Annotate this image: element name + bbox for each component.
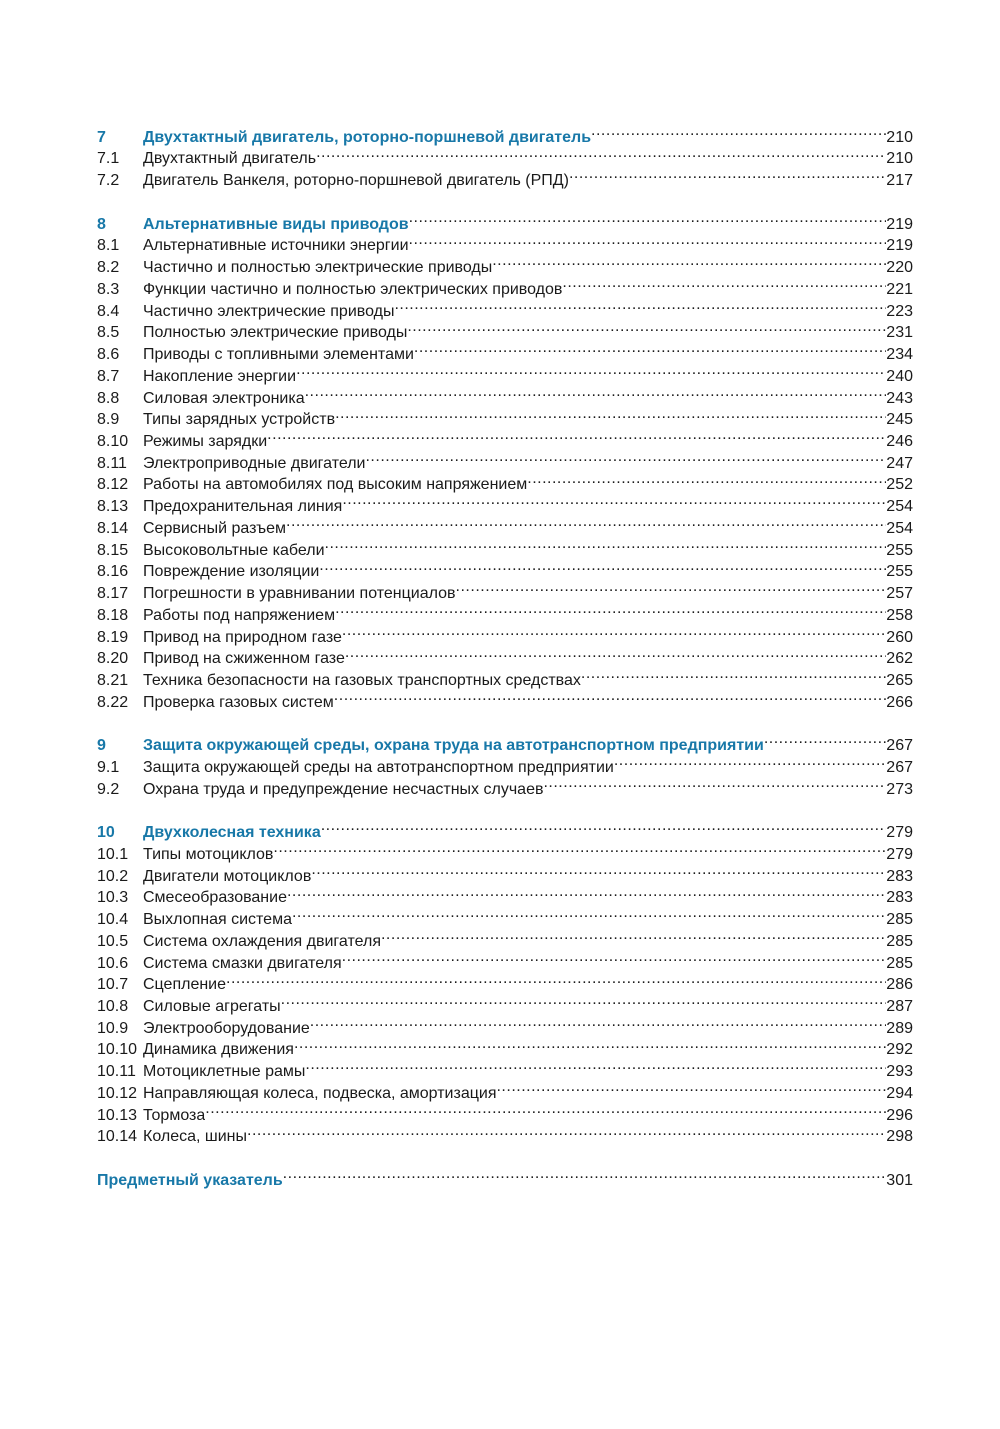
entry-number: 8.12 <box>97 476 129 494</box>
page-number: 273 <box>886 780 913 798</box>
dot-leader <box>286 511 886 533</box>
dot-leader <box>581 663 886 685</box>
dot-leader <box>764 728 886 750</box>
page-number: 260 <box>886 628 913 646</box>
page-number: 285 <box>886 932 913 950</box>
entry-title: Выхлопная система <box>143 911 292 929</box>
toc-section <box>97 728 913 798</box>
dot-leader <box>342 946 887 968</box>
entry-title: Система охлаждения двигателя <box>143 932 381 950</box>
page-number: 243 <box>886 389 913 407</box>
page-number: 252 <box>886 476 913 494</box>
page-number: 279 <box>886 845 913 863</box>
entry-number: 8.22 <box>97 693 129 711</box>
page-number: 257 <box>886 585 913 603</box>
entry-title: Двигатели мотоциклов <box>143 867 312 885</box>
page-number: 289 <box>886 1019 913 1037</box>
dot-leader <box>321 815 887 837</box>
entry-title: Динамика движения <box>143 1041 294 1059</box>
toc-chapter-entry[interactable] <box>97 728 913 755</box>
entry-number: 8.18 <box>97 606 129 624</box>
toc-chapter-entry[interactable] <box>97 1163 913 1189</box>
page-number: 254 <box>886 519 913 537</box>
toc-section <box>97 120 913 190</box>
entry-title: Погрешности в уравнивании потенциалов <box>143 585 456 603</box>
dot-leader <box>342 489 886 511</box>
page-number: 292 <box>886 1041 913 1059</box>
dot-leader <box>226 968 886 990</box>
dot-leader <box>292 902 886 924</box>
entry-number: 8.17 <box>97 585 129 603</box>
dot-leader <box>394 294 886 316</box>
entry-number: 10.2 <box>97 867 129 885</box>
dot-leader <box>345 642 886 664</box>
entry-number: 9.2 <box>97 780 120 798</box>
page-number: 279 <box>886 824 913 842</box>
entry-number: 8.16 <box>97 563 129 581</box>
dot-leader <box>335 403 886 425</box>
entry-number: 10.10 <box>97 1041 138 1059</box>
dot-leader <box>456 576 887 598</box>
dot-leader <box>407 316 886 338</box>
entry-title: Высоковольтные кабели <box>143 541 325 559</box>
dot-leader <box>342 620 886 642</box>
entry-number: 10.5 <box>97 932 129 950</box>
entry-number: 7.2 <box>97 172 120 190</box>
page-number: 247 <box>886 454 913 472</box>
entry-number: 8.3 <box>97 280 120 298</box>
dot-leader <box>296 359 886 381</box>
toc-chapter-entry[interactable] <box>97 207 913 233</box>
dot-leader <box>409 207 887 229</box>
entry-title: Проверка газовых систем <box>143 693 334 711</box>
page-number: 287 <box>886 997 913 1015</box>
page-number: 219 <box>886 215 913 233</box>
chapter-number: 8 <box>97 215 106 233</box>
chapter-number: 10 <box>97 824 115 842</box>
page-number: 283 <box>886 867 913 885</box>
entry-number: 10.14 <box>97 1128 138 1146</box>
entry-number: 10.13 <box>97 1106 138 1124</box>
entry-title: Техника безопасности на газовых транспортных средствах <box>143 672 581 690</box>
page-number: 267 <box>886 758 913 776</box>
page-number: 293 <box>886 1063 913 1081</box>
page-number: 254 <box>886 498 913 516</box>
entry-number: 8.19 <box>97 628 129 646</box>
page-number: 298 <box>886 1128 913 1146</box>
dot-leader <box>614 750 886 772</box>
entry-number: 8.5 <box>97 324 120 342</box>
dot-leader <box>247 1120 886 1142</box>
entry-number: 10.11 <box>97 1063 136 1081</box>
entry-title: Альтернативные источники энергии <box>143 237 409 255</box>
entry-number: 8.20 <box>97 650 129 668</box>
page-number: 246 <box>886 432 913 450</box>
entry-number: 8.1 <box>97 237 120 255</box>
dot-leader <box>273 837 886 859</box>
table-of-contents <box>97 120 913 1206</box>
page-number: 223 <box>886 302 913 320</box>
entry-title: Повреждение изоляции <box>143 563 320 581</box>
chapter-title: Двухтактный двигатель, роторно-поршневой двигатель <box>143 128 592 146</box>
entry-number: 8.11 <box>97 454 127 472</box>
dot-leader <box>310 1011 887 1033</box>
entry-title: Привод на природном газе <box>143 628 342 646</box>
entry-title: Колеса, шины <box>143 1128 247 1146</box>
dot-leader <box>492 250 886 272</box>
entry-title: Сервисный разъем <box>143 519 287 537</box>
entry-title: Привод на сжиженном газе <box>143 650 345 668</box>
entry-title: Полностью электрические приводы <box>143 324 408 342</box>
page-number: 217 <box>886 172 913 190</box>
entry-number: 8.2 <box>97 259 120 277</box>
dot-leader <box>562 272 886 294</box>
entry-number: 10.6 <box>97 954 129 972</box>
dot-leader <box>267 424 886 446</box>
entry-title: Частично электрические приводы <box>143 302 395 320</box>
entry-number: 8.6 <box>97 346 120 364</box>
page-number: 266 <box>886 693 913 711</box>
toc-section <box>97 1163 913 1189</box>
page-number: 219 <box>886 237 913 255</box>
page-number: 258 <box>886 606 913 624</box>
entry-title: Работы на автомобилях под высоким напряжением <box>143 476 528 494</box>
dot-leader <box>287 881 886 903</box>
entry-number: 10.3 <box>97 889 129 907</box>
entry-number: 9.1 <box>97 758 120 776</box>
entry-title: Типы зарядных устройств <box>143 411 336 429</box>
page-number: 210 <box>886 150 913 168</box>
toc-chapter-entry[interactable] <box>97 815 913 842</box>
entry-title: Частично и полностью электрические приводы <box>143 259 493 277</box>
entry-number: 7.1 <box>97 150 120 168</box>
entry-number: 8.8 <box>97 389 120 407</box>
page-number: 240 <box>886 367 913 385</box>
entry-title: Система смазки двигателя <box>143 954 342 972</box>
dot-leader <box>414 337 886 359</box>
dot-leader <box>334 685 887 707</box>
entry-number: 8.10 <box>97 432 129 450</box>
entry-title: Сцепление <box>143 976 227 994</box>
dot-leader <box>281 989 887 1011</box>
page-number: 231 <box>886 324 913 342</box>
dot-leader <box>316 142 886 164</box>
dot-leader <box>283 1163 887 1185</box>
entry-title: Охрана труда и предупреждение несчастных случаев <box>143 780 544 798</box>
entry-number: 10.7 <box>97 976 129 994</box>
page-number: 234 <box>886 346 913 364</box>
page-number: 283 <box>886 889 913 907</box>
entry-title: Силовые агрегаты <box>143 997 281 1015</box>
dot-leader <box>365 446 886 468</box>
page-number: 285 <box>886 911 913 929</box>
entry-title: Направляющая колеса, подвеска, амортизация <box>143 1084 497 1102</box>
dot-leader <box>591 120 886 142</box>
chapter-number: 7 <box>97 128 106 146</box>
page-number: 255 <box>886 563 913 581</box>
entry-title: Предохранительная линия <box>143 498 343 516</box>
toc-chapter-entry[interactable] <box>97 120 913 146</box>
dot-leader <box>496 1076 886 1098</box>
entry-title: Мотоциклетные рамы <box>143 1063 306 1081</box>
page-number: 221 <box>886 280 913 298</box>
entry-number: 10.8 <box>97 997 129 1015</box>
entry-title: Двигатель Ванкеля, роторно-поршневой двигатель (РПД) <box>143 172 569 190</box>
dot-leader <box>305 381 887 403</box>
page-number: 255 <box>886 541 913 559</box>
entry-title: Электрооборудование <box>143 1019 310 1037</box>
entry-number: 10.1 <box>97 845 129 863</box>
entry-title: Приводы с топливными элементами <box>143 346 414 364</box>
toc-section <box>97 207 913 711</box>
chapter-title: Альтернативные виды приводов <box>143 215 409 233</box>
entry-title: Защита окружающей среды на автотранспортном предприятии <box>143 758 614 776</box>
dot-leader <box>409 229 887 251</box>
page-number: 285 <box>886 954 913 972</box>
dot-leader <box>305 1054 886 1076</box>
entry-number: 8.13 <box>97 498 129 516</box>
entry-title: Электроприводные двигатели <box>143 454 366 472</box>
page-number: 210 <box>886 128 913 146</box>
chapter-title: Двухколесная техника <box>143 824 321 842</box>
entry-number: 8.9 <box>97 411 120 429</box>
dot-leader <box>335 598 886 620</box>
page-number: 220 <box>886 259 913 277</box>
entry-title: Режимы зарядки <box>143 432 268 450</box>
dot-leader <box>294 1033 886 1055</box>
dot-leader <box>319 555 886 577</box>
page-number: 294 <box>886 1084 913 1102</box>
entry-number: 8.14 <box>97 519 129 537</box>
page-number: 262 <box>886 650 913 668</box>
entry-number: 8.15 <box>97 541 129 559</box>
entry-number: 8.4 <box>97 302 120 320</box>
chapter-title: Защита окружающей среды, охрана труда на автотранспортном предприятии <box>143 737 764 755</box>
dot-leader <box>205 1098 886 1120</box>
entry-number: 8.21 <box>97 672 129 690</box>
dot-leader <box>527 468 886 490</box>
entry-title: Двухтактный двигатель <box>143 150 317 168</box>
page-number: 267 <box>886 737 913 755</box>
toc-entry[interactable] <box>97 1098 913 1124</box>
entry-title: Накопление энергии <box>143 367 297 385</box>
page-number: 296 <box>886 1106 913 1124</box>
dot-leader <box>311 859 886 881</box>
entry-number: 10.4 <box>97 911 129 929</box>
entry-title: Смесеобразование <box>143 889 287 907</box>
entry-number: 10.12 <box>97 1084 138 1102</box>
chapter-title: Предметный указатель <box>97 1171 283 1189</box>
page-number: 265 <box>886 672 913 690</box>
entry-title: Функции частично и полностью электрических приводов <box>143 280 563 298</box>
page-number: 301 <box>886 1171 913 1189</box>
chapter-number: 9 <box>97 737 106 755</box>
entry-number: 8.7 <box>97 367 120 385</box>
entry-title: Работы под напряжением <box>143 606 336 624</box>
dot-leader <box>325 533 887 555</box>
entry-title: Тормоза <box>143 1106 206 1124</box>
page-number: 245 <box>886 411 913 429</box>
toc-entry[interactable] <box>97 1120 913 1146</box>
entry-number: 10.9 <box>97 1019 129 1037</box>
page-number: 286 <box>886 976 913 994</box>
entry-title: Типы мотоциклов <box>143 845 274 863</box>
entry-title: Силовая электроника <box>143 389 305 407</box>
dot-leader <box>543 772 886 794</box>
dot-leader <box>381 924 886 946</box>
toc-section <box>97 815 913 1146</box>
dot-leader <box>569 163 886 185</box>
